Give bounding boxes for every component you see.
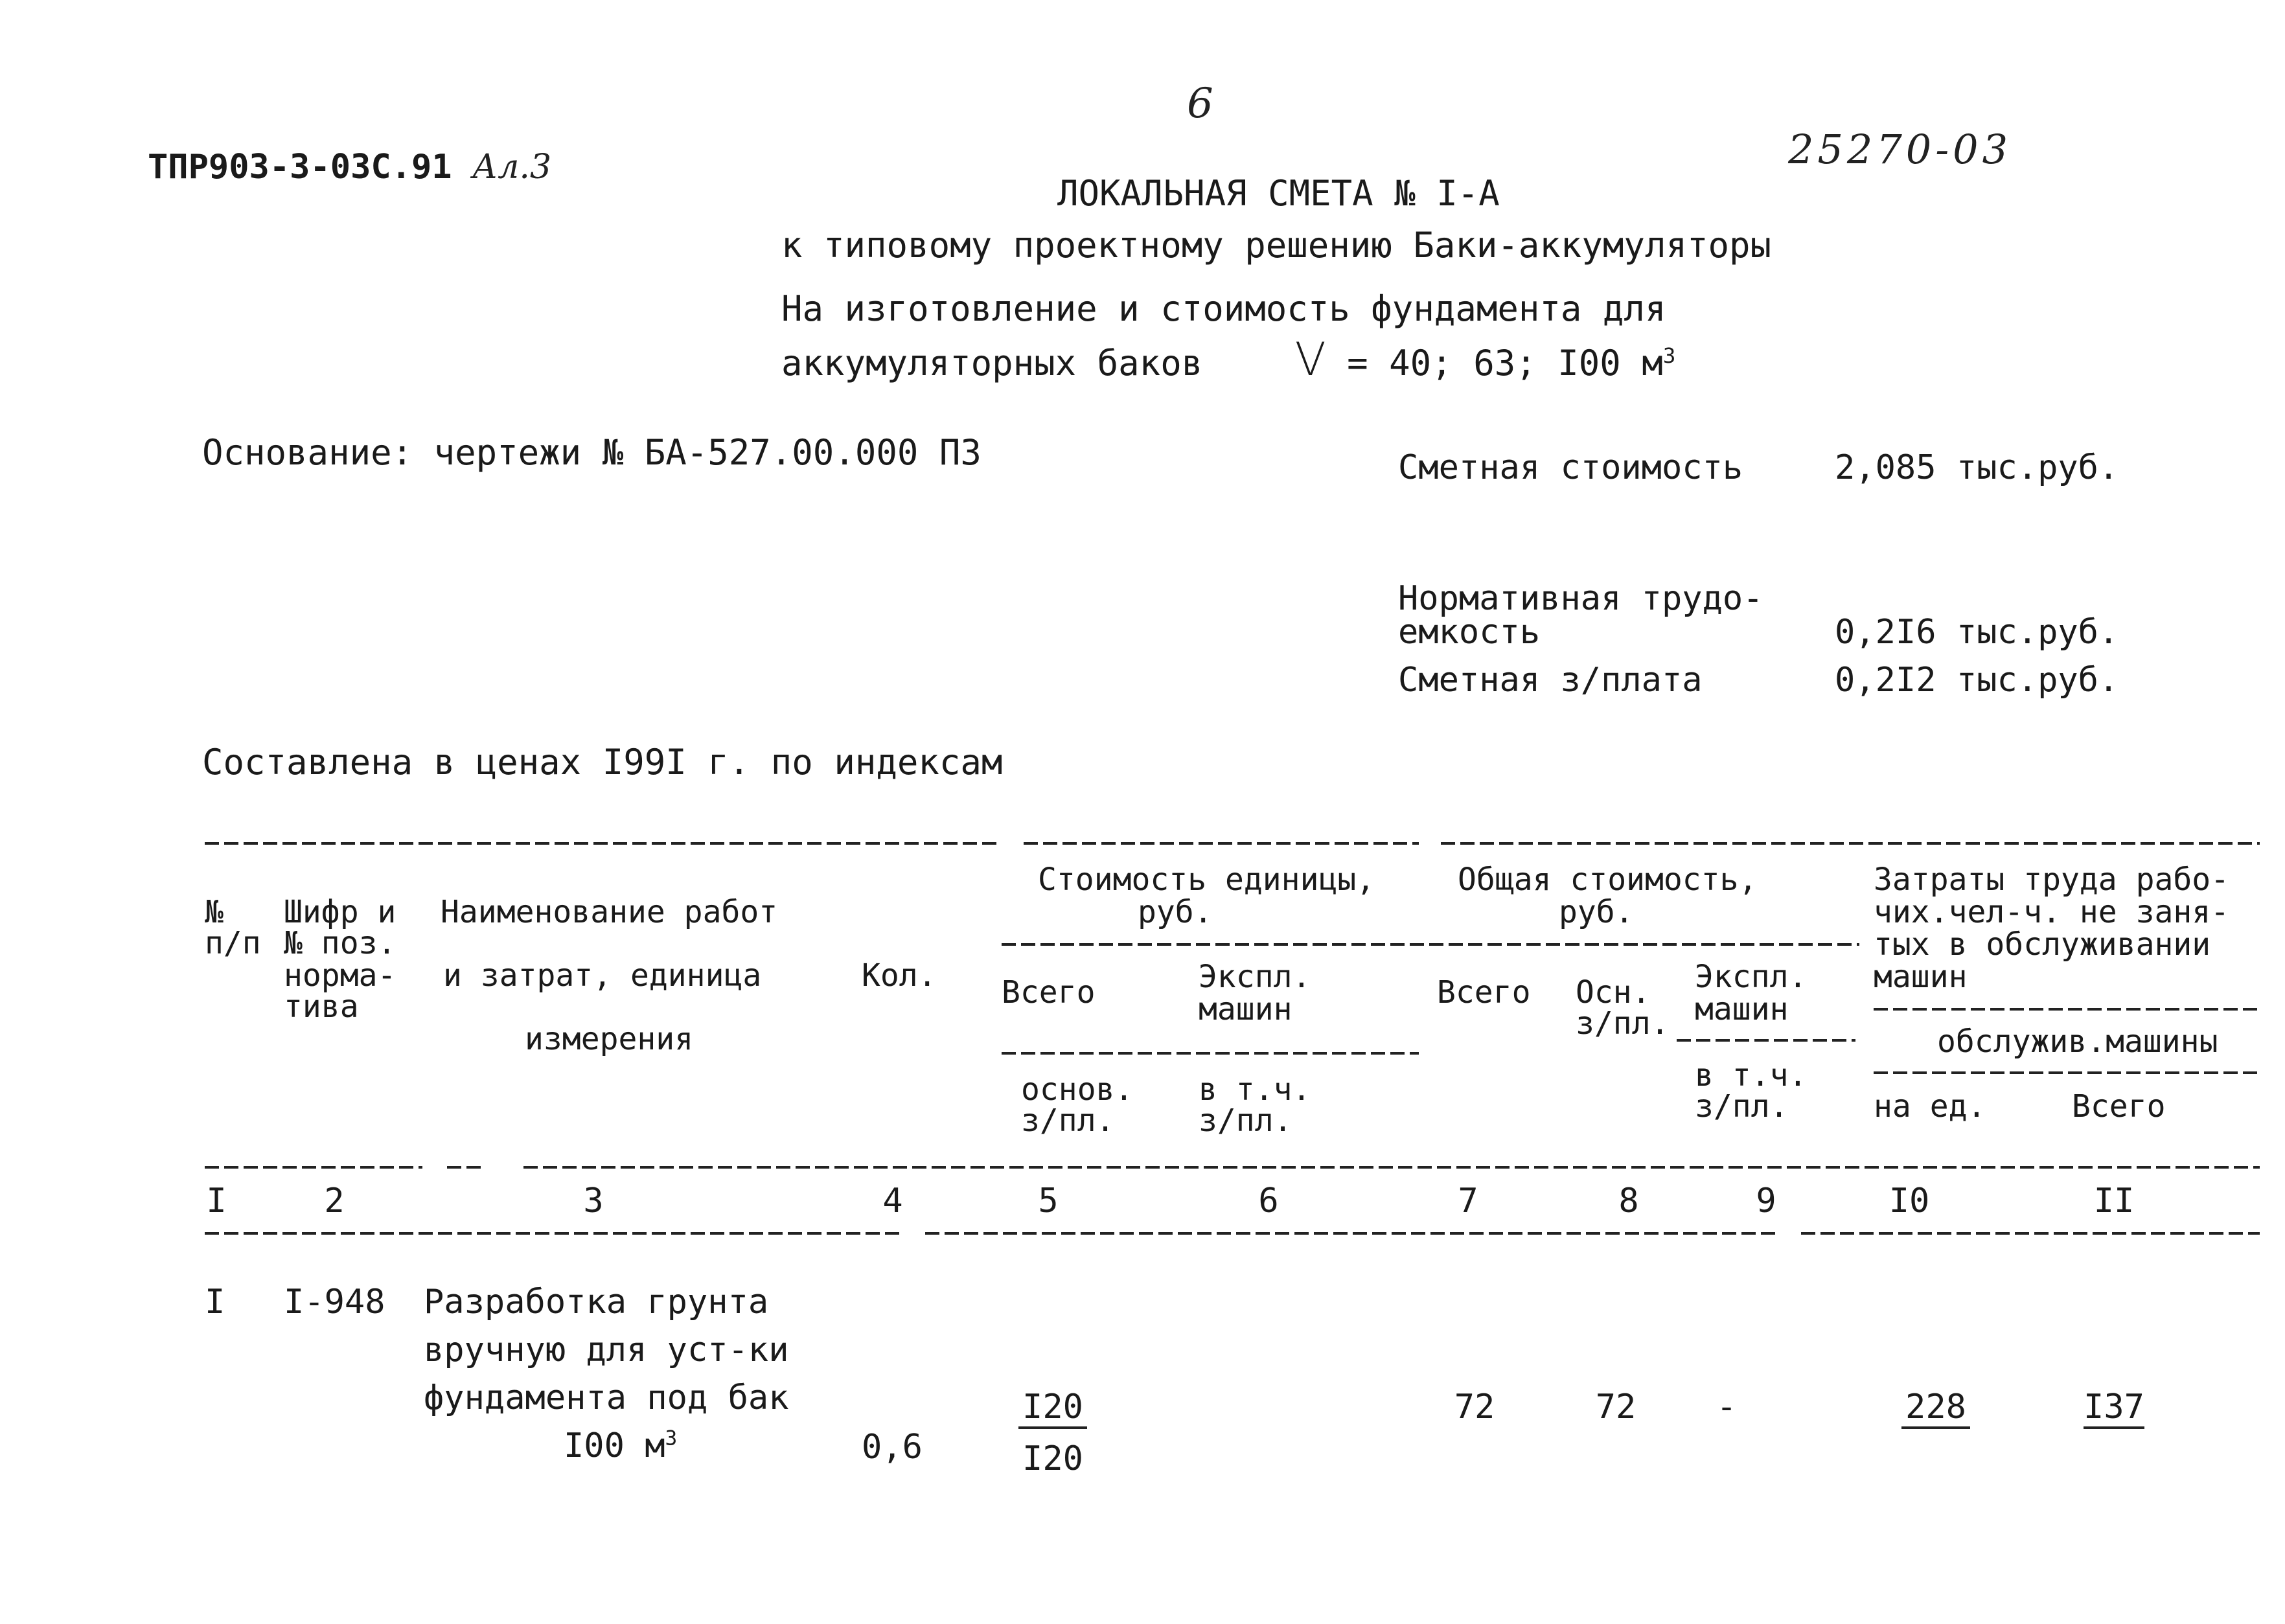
hdr-unit-base-2: з/пл. (1021, 1103, 1115, 1139)
hdr-unit-mach-2: машин (1199, 991, 1292, 1027)
colnum-7: 7 (1458, 1182, 1478, 1220)
colnum-bottom-rule (205, 1232, 904, 1235)
hdr-unit-total: Всего (1002, 974, 1096, 1011)
row-labor-total (2078, 1390, 2150, 1424)
hdr-total-base-2: з/пл. (1576, 1005, 1670, 1042)
hdr-total-incl-2: з/пл. (1695, 1088, 1789, 1125)
header-bottom-rule-2 (447, 1166, 486, 1169)
row-unit-total (1011, 1390, 1095, 1424)
row-total: 72 (1454, 1388, 1495, 1426)
header-bottom-rule-3 (523, 1166, 2260, 1169)
hdr-total-total: Всего (1437, 974, 1531, 1011)
row-labor-per-unit-value: 228 (1901, 1388, 1970, 1429)
colnum-5: 5 (1038, 1182, 1059, 1220)
row-name-1: Разработка грунта (424, 1283, 769, 1321)
basis-text: Основание: чертежи № БА-527.00.000 ПЗ (202, 432, 982, 473)
estimate-title: ЛОКАЛЬНАЯ СМЕТА № I-А (1057, 173, 1500, 214)
table-top-rule-3 (1441, 842, 2260, 845)
cost-label: Сметная стоимость (1398, 448, 1743, 487)
labor-label-1: Нормативная трудо- (1398, 579, 1763, 618)
hdr-num-1: № (205, 894, 224, 930)
labor-value: 0,2I6 тыс.руб. (1835, 613, 2119, 652)
row-total-mach: - (1716, 1388, 1737, 1426)
colnum-bottom-rule-3 (1801, 1232, 2260, 1235)
colnum-3: 3 (583, 1182, 604, 1220)
row-num: I (205, 1283, 225, 1321)
colnum-1: I (206, 1182, 227, 1220)
document-code (148, 148, 552, 187)
hdr-total-incl-1: в т.ч. (1695, 1057, 1808, 1093)
row-name-2: вручную для уст-ки (424, 1331, 789, 1369)
hdr-labor-1: Затраты труда рабо- (1874, 862, 2230, 898)
colnum-4: 4 (882, 1182, 903, 1220)
hdr-num-2: п/п (205, 925, 261, 961)
colnum-bottom-rule-2 (925, 1232, 1780, 1235)
inventory-number: 25270-03 (1788, 126, 2012, 173)
hdr-unit-base-1: основ. (1021, 1071, 1134, 1108)
wage-label: Сметная з/плата (1398, 661, 1703, 700)
volume-symbol: V (1294, 333, 1326, 386)
hdr-qty: Кол. (862, 957, 937, 994)
album-text: Ал.3 (472, 148, 552, 187)
row-name-4 (564, 1426, 678, 1465)
hdr-name-1: Наименование работ (441, 894, 778, 930)
colnum-9: 9 (1756, 1182, 1776, 1220)
colnum-8: 8 (1618, 1182, 1639, 1220)
hdr-total-cost-2: руб. (1559, 894, 1634, 930)
hdr-rule-labor (1874, 1008, 2262, 1011)
hdr-code-1: Шифр и (284, 894, 396, 930)
hdr-name-3: измерения (525, 1021, 694, 1057)
hdr-unit-incl-1: в т.ч. (1199, 1071, 1311, 1108)
hdr-total-cost-1: Общая стоимость, (1458, 862, 1758, 898)
hdr-labor-mach: обслужив.машины (1937, 1024, 2218, 1060)
hdr-rule-total-mach (1677, 1039, 1855, 1042)
hdr-labor-2: чих.чел-ч. не заня- (1874, 894, 2230, 930)
hdr-code-3: норма- (284, 957, 396, 994)
hdr-rule-labor-2 (1874, 1071, 2262, 1074)
purpose-line-2-text: аккумуляторных баков (781, 343, 1203, 383)
table-top-rule-2 (1024, 842, 1419, 845)
hdr-total-mach-2: машин (1695, 991, 1789, 1027)
estimate-subtitle: к типовому проектному решению Баки-аккумуляторы (781, 225, 1772, 266)
hdr-rule-cost (1002, 943, 1859, 946)
row-labor-total-value: I37 (2084, 1388, 2144, 1429)
row-code: I-948 (284, 1283, 385, 1321)
row-total-base: 72 (1595, 1388, 1636, 1426)
purpose-line-2 (781, 333, 1676, 386)
hdr-total-base-1: Осн. (1576, 974, 1651, 1011)
row-labor-per-unit (1890, 1390, 1981, 1424)
colnum-2: 2 (324, 1182, 345, 1220)
cost-value: 2,085 тыс.руб. (1835, 448, 2119, 487)
colnum-11: II (2093, 1182, 2135, 1220)
page-number: 6 (1187, 80, 1213, 128)
hdr-labor-total: Всего (2072, 1088, 2166, 1125)
hdr-name-2: и затрат, единица (443, 957, 762, 994)
row-name-3: фундамента под бак (424, 1378, 789, 1417)
prices-note: Составлена в ценах I99I г. по индексам (202, 742, 1003, 783)
purpose-line-1: На изготовление и стоимость фундамента для (781, 288, 1666, 329)
volume-values: = 40; 63; I00 м (1347, 343, 1663, 383)
row-unit-total-value: I20 (1018, 1388, 1087, 1429)
hdr-total-mach-1: Экспл. (1695, 959, 1808, 995)
hdr-rule-unit (1002, 1052, 1419, 1055)
hdr-labor-3: тых в обслуживании (1874, 926, 2211, 963)
colnum-10: I0 (1889, 1182, 1930, 1220)
hdr-code-2: № поз. (284, 925, 396, 961)
row-name-4-exp: 3 (665, 1426, 678, 1450)
hdr-unit-cost-1: Стоимость единицы, (1038, 862, 1375, 898)
row-unit-base: I20 (1022, 1439, 1083, 1478)
hdr-unit-mach-1: Экспл. (1199, 959, 1311, 995)
hdr-unit-incl-2: з/пл. (1199, 1103, 1292, 1139)
table-top-rule (205, 842, 1002, 845)
hdr-labor-4: машин (1874, 959, 1968, 995)
hdr-unit-cost-2: руб. (1138, 894, 1213, 930)
row-name-4-text: I00 м (564, 1426, 665, 1465)
labor-label-2: емкость (1398, 613, 1541, 652)
row-qty: 0,6 (862, 1428, 923, 1467)
doc-code-text: ТПР903-3-03С.91 (148, 148, 452, 187)
header-bottom-rule (205, 1166, 422, 1169)
colnum-6: 6 (1258, 1182, 1279, 1220)
hdr-code-4: тива (284, 989, 359, 1025)
volume-exponent: 3 (1662, 343, 1676, 368)
hdr-labor-per-unit: на ед. (1874, 1088, 1986, 1125)
wage-value: 0,2I2 тыс.руб. (1835, 661, 2119, 700)
